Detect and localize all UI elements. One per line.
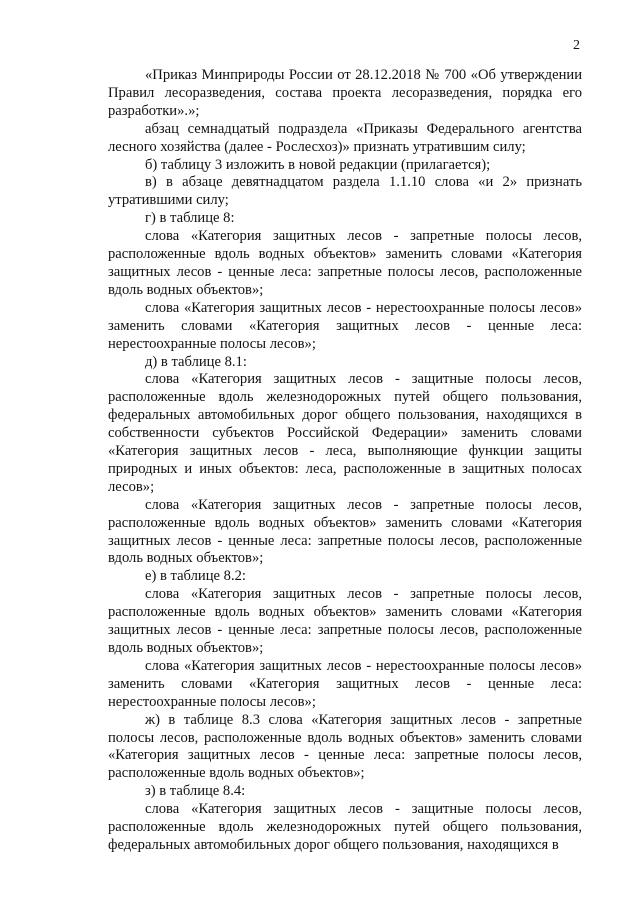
paragraph-item-v: в) в абзаце девятнадцатом раздела 1.1.10 слова «и 2» признать утратившими силу; (108, 174, 582, 209)
paragraph-table8-2: слова «Категория защитных лесов - нерестоохранные полосы лесов» заменить словами «Категория защитных лесов - ценные леса: нерестоохранные полосы лесов»; (108, 299, 582, 352)
paragraph-order-quote: «Приказ Минприроды России от 28.12.2018 № 700 «Об утверждении Правил лесоразведения, состава проекта лесоразведения, порядка его разработки».»; (108, 67, 582, 119)
paragraph-item-e: е) в таблице 8.2: (145, 568, 246, 585)
document-body (108, 67, 582, 855)
paragraph-table8-1-a: слова «Категория защитных лесов - защитные полосы лесов, расположенные вдоль железнодорожных путей общего пользования, федеральных автомобильных дорог общего пользования, находящихся в собственности субъектов Российской Федерации» заменить словами «Категория защитных лесов - леса, выполняющие функции защиты природных и иных объектов: леса, расположенные в защитных полосах лесов»; (108, 371, 582, 495)
paragraph-table8-2-b: слова «Категория защитных лесов - нерестоохранные полосы лесов» заменить словами «Категория защитных лесов - ценные леса: нерестоохранные полосы лесов»; (108, 657, 582, 710)
paragraph-table8-1-b: слова «Категория защитных лесов - запретные полосы лесов, расположенные вдоль водных объектов» заменить словами «Категория защитных лесов - ценные леса: запретные полосы лесов, расположенные вдоль водных объектов»; (108, 496, 582, 567)
paragraph-item-d: д) в таблице 8.1: (145, 353, 247, 370)
paragraph-table8-4-a: слова «Категория защитных лесов - защитные полосы лесов, расположенные вдоль железнодорожных путей общего пользования, федеральных автомобильных дорог общего пользования, находящихся в (108, 801, 582, 853)
paragraph-item-b: б) таблицу 3 изложить в новой редакции (прилагается); (145, 156, 491, 173)
page-number: 2 (573, 38, 580, 53)
paragraph-subsection-17: абзац семнадцатый подраздела «Приказы Федерального агентства лесного хозяйства (далее - Рослесхоз)» признать утратившим силу; (108, 120, 582, 155)
paragraph-item-g: г) в таблице 8: (145, 210, 235, 227)
paragraph-table8-1: слова «Категория защитных лесов - запретные полосы лесов, расположенные вдоль водных объектов» заменить словами «Категория защитных лесов - ценные леса: запретные полосы лесов, расположенные вдоль водных объектов»; (108, 228, 582, 298)
paragraph-item-z: з) в таблице 8.4: (145, 783, 246, 800)
paragraph-item-zh: ж) в таблице 8.3 слова «Категория защитных лесов - запретные полосы лесов, расположенные вдоль водных объектов» заменить словами «Категория защитных лесов - ценные леса: запретные полосы лесов, расположенные вдоль водных объектов»; (108, 711, 582, 782)
paragraph-table8-2-a: слова «Категория защитных лесов - запретные полосы лесов, расположенные вдоль водных объектов» заменить словами «Категория защитных лесов - ценные леса: запретные полосы лесов, расположенные вдоль водных объектов»; (108, 586, 582, 656)
